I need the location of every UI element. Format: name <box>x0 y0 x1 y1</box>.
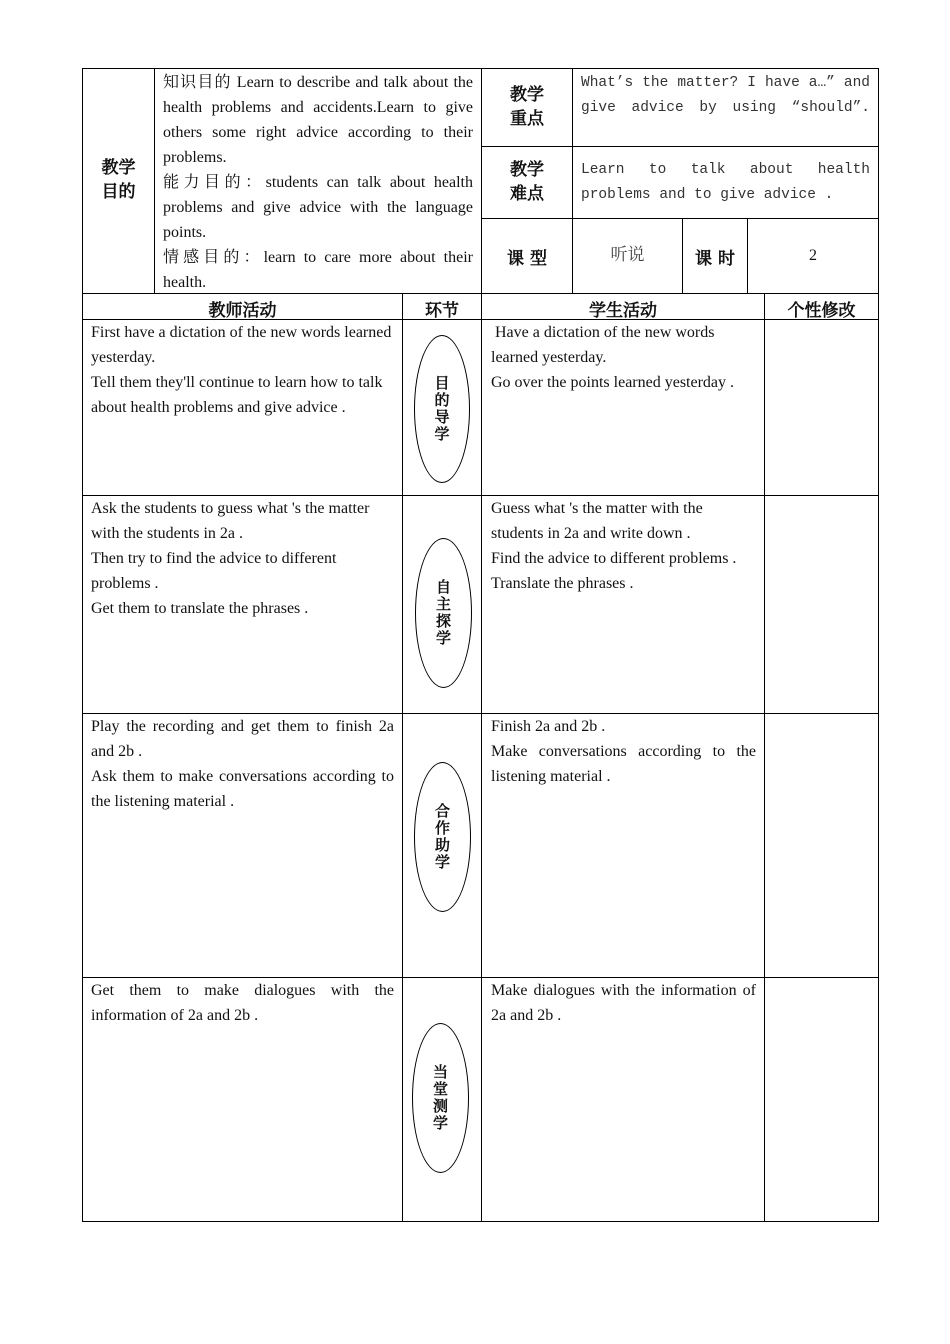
teacher-activity-header: 教师活动 <box>208 301 277 321</box>
lesson-type-value: 听说 <box>610 245 645 265</box>
objective-knowledge: 知识目的 Learn to describe and talk about the health problems and accidents.Learn to give others some right advice according to their problems. <box>163 74 473 166</box>
table-row-student: Guess what 's the matter with the students in 2a and write down . Find the advice to different problems . Translate the phrases . <box>491 500 737 592</box>
table-row-teacher: Play the recording and get them to finish 2a and 2b . Ask them to make conversations according to the listening material . <box>91 718 394 810</box>
table-row-teacher: Get them to make dialogues with the information of 2a and 2b . <box>91 982 394 1024</box>
table-row-teacher: Ask the students to guess what 's the matter with the students in 2a . Then try to find the advice to different problems . Get them to translate the phrases . <box>91 500 370 617</box>
key-point-label: 教学 重点 <box>510 85 544 129</box>
stage-oval: 合作助学 <box>414 762 471 912</box>
difficulty-text: Learn to talk about health problems and to give advice . <box>581 162 870 203</box>
objective-emotion: 情感目的：learn to care more about their health. <box>163 249 473 291</box>
table-row-student: Make dialogues with the information of 2a and 2b . <box>491 982 756 1024</box>
table-row-student: Have a dictation of the new words learned yesterday. Go over the points learned yesterday . <box>491 324 735 391</box>
difficulty-label: 教学 难点 <box>510 160 544 204</box>
stage-oval: 自主探学 <box>415 538 472 688</box>
lesson-type-label: 课 型 <box>507 249 547 269</box>
student-activity-header: 学生活动 <box>589 301 657 321</box>
objective-label: 教学 目的 <box>101 158 136 202</box>
objectives-text <box>163 70 473 295</box>
table-row-student: Finish 2a and 2b . Make conversations according to the listening material . <box>491 718 756 785</box>
key-point-text: What’s the matter? I have a…” and give advice by using “should”. <box>581 75 870 116</box>
table-row-teacher: First have a dictation of the new words learned yesterday. Tell them they'll continue to learn how to talk about health problems and give advice . <box>91 324 392 416</box>
stage-oval: 当堂测学 <box>412 1023 469 1173</box>
notes-header: 个性修改 <box>787 301 856 321</box>
objective-ability: 能力目的：students can talk about health problems and give advice with the language points. <box>163 174 473 241</box>
stage-header: 环节 <box>425 301 459 321</box>
periods-value: 2 <box>809 247 817 264</box>
stage-oval: 目的导学 <box>414 335 470 483</box>
periods-label: 课 时 <box>695 249 735 269</box>
